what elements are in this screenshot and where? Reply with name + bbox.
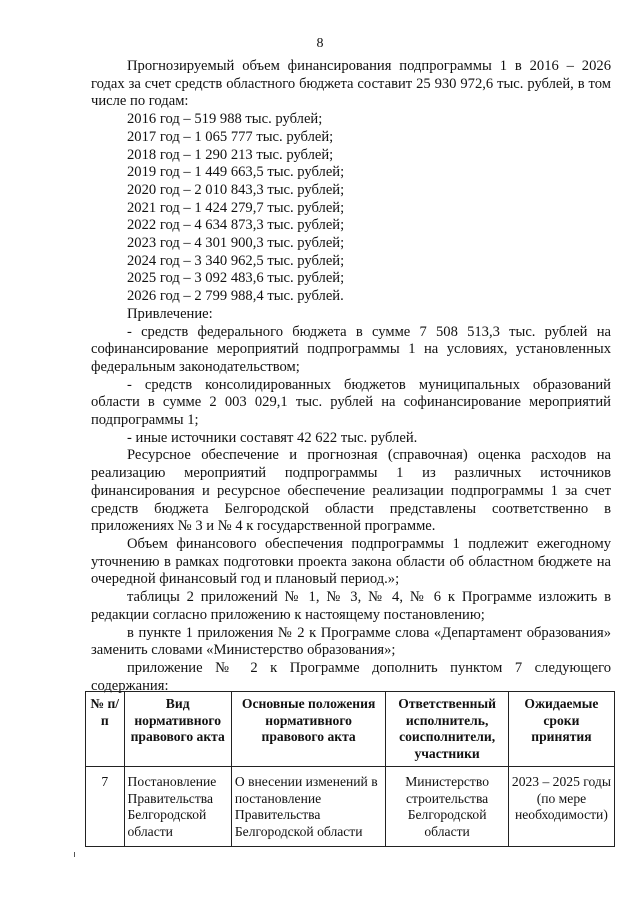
year-line: 2026 год – 2 799 988,4 тыс. рублей.	[127, 288, 344, 305]
cell-provisions: О внесении изменений в постановление Правительства Белгородской области	[231, 767, 385, 847]
header-provisions: Основные положения нормативного правового акта	[231, 692, 385, 767]
attraction-other: - иные источники составят 42 622 тыс. рублей.	[127, 429, 418, 446]
page-number: 8	[316, 36, 324, 51]
table-header-row	[86, 692, 615, 767]
resource-paragraph: Ресурсное обеспечение и прогнозная (справочная) оценка расходов на реализацию мероприятий подпрограммы 1 из различных источников финансирования и ресурсное обеспечение реализации подпрограммы 1 за счет средств бюджета Белгородской области представлены соответственно в приложениях № 3 и № 4 к государственной программе.	[91, 447, 611, 535]
year-line: 2025 год – 3 092 483,6 тыс. рублей;	[127, 270, 345, 287]
year-line: 2020 год – 2 010 843,3 тыс. рублей;	[127, 181, 345, 198]
year-line: 2016 год – 519 988 тыс. рублей;	[127, 111, 323, 128]
year-line: 2021 год – 1 424 279,7 тыс. рублей;	[127, 199, 345, 216]
appendix-table	[85, 691, 615, 847]
cell-act-type: Постановление Правительства Белгородской области	[124, 767, 231, 847]
attraction-federal: - средств федерального бюджета в сумме 7 508 513,3 тыс. рублей на софинансирование мероприятий подпрограммы 1 на условиях, установленных федеральным законодательством;	[91, 323, 611, 375]
attraction-heading: Привлечение:	[127, 305, 213, 322]
header-number: № п/п	[86, 692, 125, 767]
header-executor: Ответственный исполнитель, соисполнители, участники	[386, 692, 509, 767]
year-line: 2019 год – 1 449 663,5 тыс. рублей;	[127, 164, 345, 181]
year-line: 2022 год – 4 634 873,3 тыс. рублей;	[127, 217, 345, 234]
table-row	[86, 767, 615, 847]
year-line: 2017 год – 1 065 777 тыс. рублей;	[127, 128, 334, 145]
cell-executor: Министерство строительства Белгородской области	[386, 767, 509, 847]
year-line: 2018 год – 1 290 213 тыс. рублей;	[127, 146, 334, 163]
header-act-type: Вид нормативного правового акта	[124, 692, 231, 767]
intro-paragraph: Прогнозируемый объем финансирования подпрограммы 1 в 2016 – 2026 годах за счет средств областного бюджета составит 25 930 972,6 тыс. рублей, в том числе по годам:	[91, 58, 611, 110]
scan-mark	[74, 852, 75, 857]
year-line: 2023 год – 4 301 900,3 тыс. рублей;	[127, 235, 345, 252]
header-terms: Ожидаемые сроки принятия	[508, 692, 614, 767]
cell-number: 7	[86, 767, 125, 847]
point-paragraph: в пункте 1 приложения № 2 к Программе слова «Департамент образования» заменить словами «Министерство образования»;	[91, 624, 611, 659]
tables-paragraph: таблицы 2 приложений № 1, № 3, № 4, № 6 к Программе изложить в редакции согласно приложению к настоящему постановлению;	[91, 589, 611, 623]
attraction-municipal: - средств консолидированных бюджетов муниципальных образований области в сумме 2 003 029,1 тыс. рублей на софинансирование мероприятий подпрограммы 1;	[91, 376, 611, 429]
year-line: 2024 год – 3 340 962,5 тыс. рублей;	[127, 252, 345, 269]
volume-paragraph: Объем финансового обеспечения подпрограммы 1 подлежит ежегодному уточнению в рамках подготовки проекта закона области об областном бюджете на очередной финансовый год и плановый период.»;	[91, 535, 611, 588]
appendix-paragraph: приложение № 2 к Программе дополнить пунктом 7 следующего содержания:	[91, 659, 611, 694]
years-list	[91, 111, 611, 306]
cell-terms: 2023 – 2025 годы (по мере необходимости)	[508, 767, 614, 847]
document-body	[91, 58, 611, 695]
